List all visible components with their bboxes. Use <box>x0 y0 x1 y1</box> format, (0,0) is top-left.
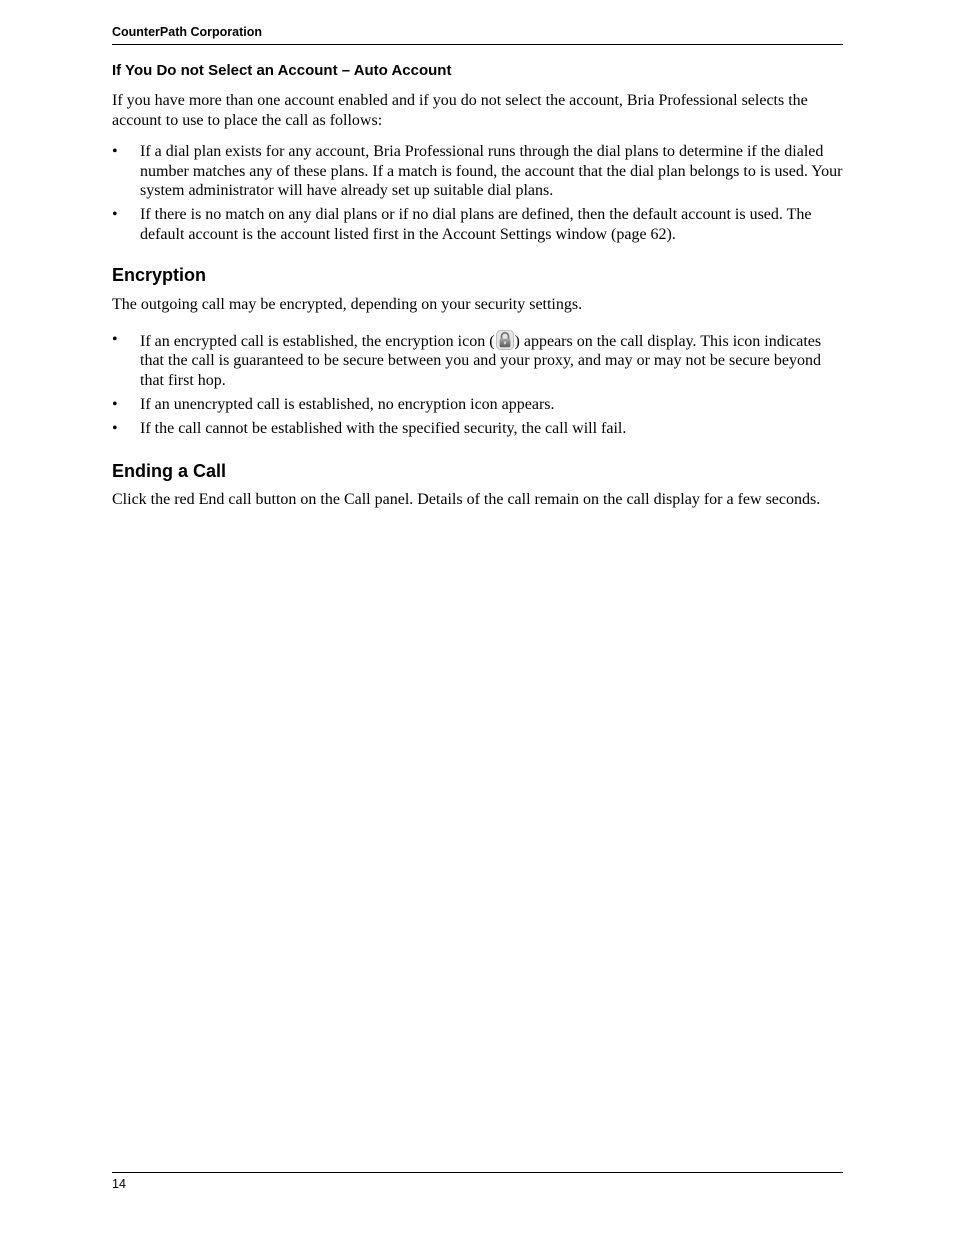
bullet-symbol: • <box>112 395 118 413</box>
encryption-list <box>112 330 843 439</box>
auto-account-intro: If you have more than one account enabled and if you do not select the account, Bria Professional selects the account to use to place the call as follows: <box>112 92 808 129</box>
document-page <box>112 0 843 1235</box>
lock-icon <box>496 330 514 350</box>
list-item-text: If an unencrypted call is established, no encryption icon appears. <box>140 395 555 413</box>
auto-account-heading: If You Do not Select an Account – Auto Account <box>112 62 452 79</box>
list-item <box>112 419 843 439</box>
page-content <box>112 61 843 510</box>
list-item <box>112 142 843 201</box>
page-number: 14 <box>112 1177 126 1191</box>
bullet-symbol: • <box>112 419 118 437</box>
bullet-symbol: • <box>112 143 118 160</box>
encryption-intro: The outgoing call may be encrypted, depending on your security settings. <box>112 296 583 313</box>
list-item <box>112 205 843 244</box>
list-item-text: If there is no match on any dial plans or if no dial plans are defined, then the default account is used. The default account is the account listed first in the Account Settings window (page 62). <box>140 206 812 243</box>
header-company-name: CounterPath Corporation <box>112 25 262 39</box>
footer-divider <box>112 1172 843 1173</box>
list-item-text: If a dial plan exists for any account, Bria Professional runs through the dial plans to determine if the dialed number matches any of these plans. If a match is found, the account that the dial plan belongs to is used. Your system administrator will have already set up suitable dial plans. <box>140 143 843 199</box>
list-item <box>112 395 843 415</box>
bullet-symbol: • <box>112 206 118 223</box>
list-item-text-before-icon: If an encrypted call is established, the encryption icon ( <box>140 332 495 350</box>
bullet-symbol: • <box>112 330 118 348</box>
list-item <box>112 330 843 391</box>
auto-account-list <box>112 142 843 244</box>
list-item-text: If the call cannot be established with the specified security, the call will fail. <box>140 419 627 437</box>
ending-call-heading: Ending a Call <box>112 461 227 481</box>
ending-call-text: Click the red End call button on the Call panel. Details of the call remain on the call display for a few seconds. <box>112 491 821 508</box>
header-divider <box>112 44 843 45</box>
encryption-heading: Encryption <box>112 265 207 285</box>
list-item-text-after-icon: ) appears on the call display. This icon indicates that the call is guaranteed to be secure between you and your proxy, and may or may not be secure beyond that first hop. <box>140 332 822 389</box>
